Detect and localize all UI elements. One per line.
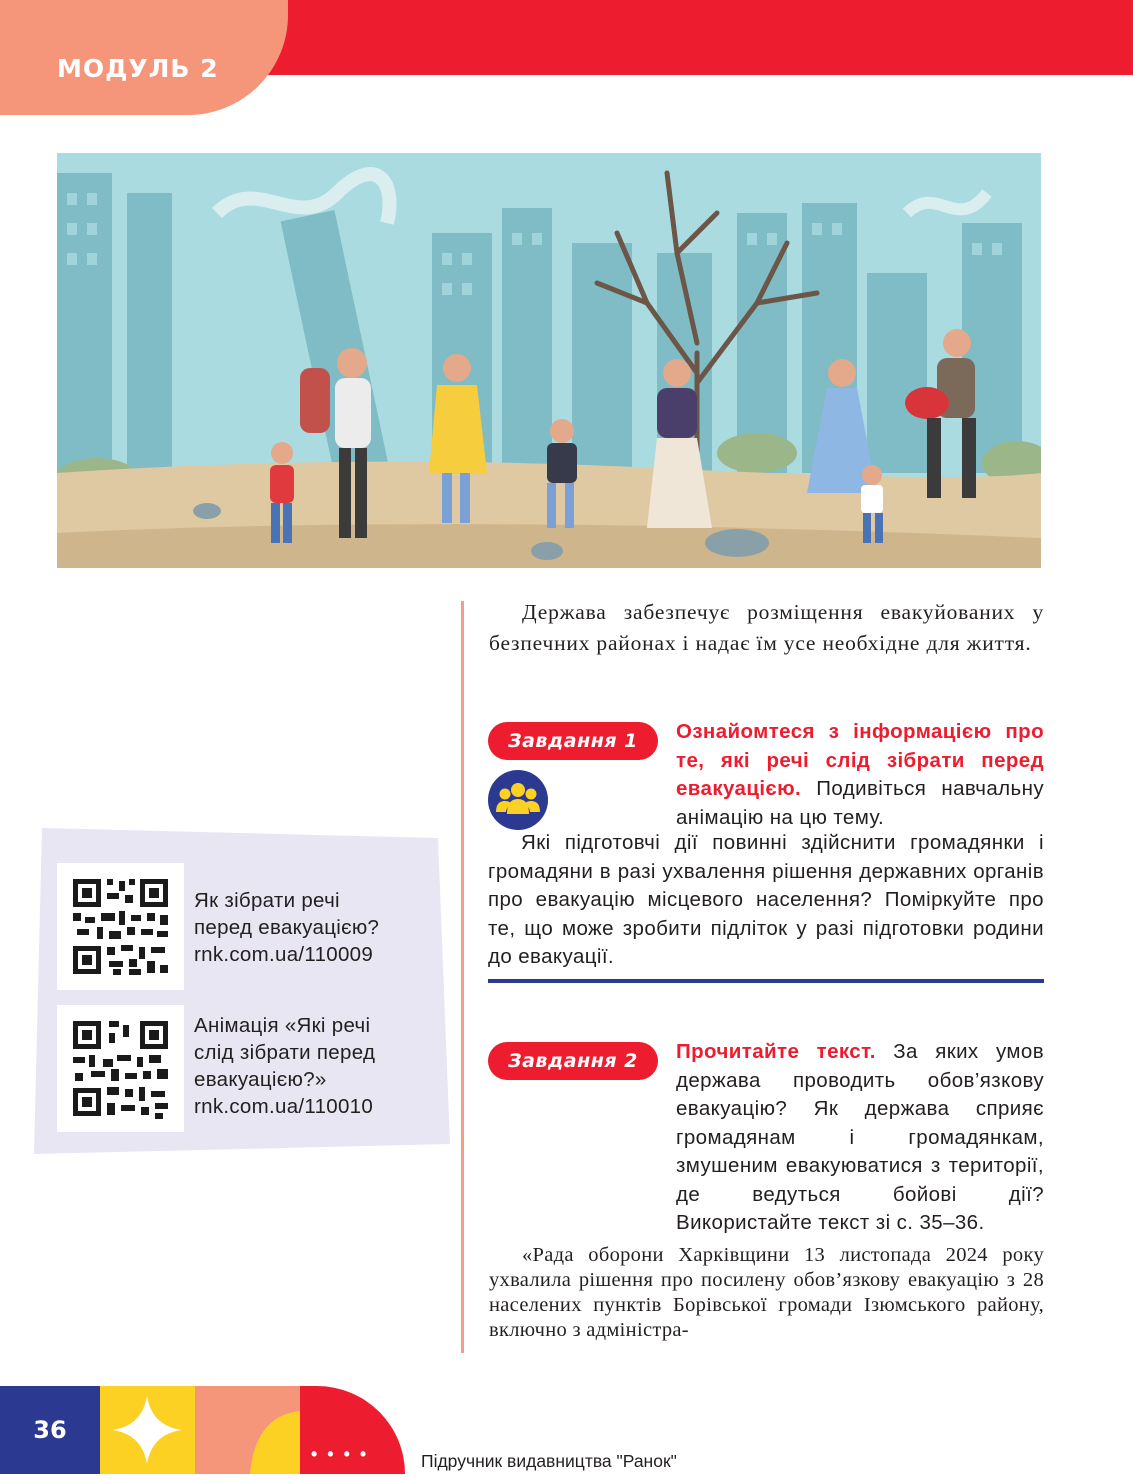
illustration-svg xyxy=(57,153,1041,568)
column-rule xyxy=(461,601,464,1353)
quote-paragraph: «Рада оборони Харківщини 13 листопада 2024 року ухвалила рішення про посилену обов’язкову евакуацію з 28 населених пунктів Борівської громади Ізюмського району, включно з адміністра- xyxy=(489,1244,1044,1341)
footer-yellow-block xyxy=(100,1386,195,1474)
qr-code-link[interactable] xyxy=(57,1005,184,1132)
qr-code-icon xyxy=(57,1005,184,1132)
footer-dots: •••• xyxy=(311,1444,377,1464)
task1-continuation: Які підготовчі дії повинні здійснити громадянки і громадяни в разі ухвалення рішення державних органів про евакуацію місцевого населення? Поміркуйте про те, що може зробити підліток у разі підготовки родини до евакуації. xyxy=(488,831,1044,968)
task1-plain-text: Подивіться навчальну анімацію на цю тему. xyxy=(676,777,1044,829)
group-icon xyxy=(488,770,548,830)
qr-caption-1 xyxy=(194,887,424,968)
evacuation-illustration xyxy=(57,153,1041,568)
task2-text xyxy=(676,1038,1044,1238)
qr1-url[interactable]: rnk.com.ua/110009 xyxy=(194,943,374,966)
page-number: 36 xyxy=(33,1416,67,1444)
publisher-text: Підручник видавництва "Ранок" xyxy=(421,1451,677,1471)
task2-label: Завдання 2 xyxy=(488,1042,658,1080)
task2-bold-text: Прочитайте текст. xyxy=(676,1040,876,1063)
task1-label: Завдання 1 xyxy=(488,722,658,760)
qr2-line2: слід зібрати перед xyxy=(194,1041,376,1064)
task1-bold-text: Ознайомтеся з інформацією про те, які речі слід зібрати перед евакуацією. xyxy=(676,720,1044,800)
qr1-line2: перед евакуацією? xyxy=(194,916,380,939)
task2-plain-text: За яких умов держава проводить обов’язкову евакуацію? Як держава сприяє громадянам і громадянкам, змушеним евакуюватися з території, де ведуться бойові дії? Використайте текст зі с. 35–36. xyxy=(676,1040,1044,1234)
module-label: МОДУЛЬ 2 xyxy=(57,54,219,83)
intro-paragraph: Держава забезпечує розміщення евакуйованих у безпечних районах і надає їм усе необхідне для життя. xyxy=(489,600,1044,655)
qr2-line1: Анімація «Які речі xyxy=(194,1014,371,1037)
star-icon xyxy=(100,1386,195,1474)
qr2-line3: евакуацією?» xyxy=(194,1068,327,1091)
qr-code-icon xyxy=(57,863,184,990)
section-divider xyxy=(488,979,1044,983)
leaf-icon xyxy=(195,1386,300,1474)
qr-code-link[interactable] xyxy=(57,863,184,990)
qr2-url[interactable]: rnk.com.ua/110010 xyxy=(194,1095,374,1118)
task1-text xyxy=(676,718,1044,832)
qr-caption-2 xyxy=(194,1012,424,1120)
footer-orange-block xyxy=(195,1386,300,1474)
qr1-line1: Як зібрати речі xyxy=(194,889,340,912)
